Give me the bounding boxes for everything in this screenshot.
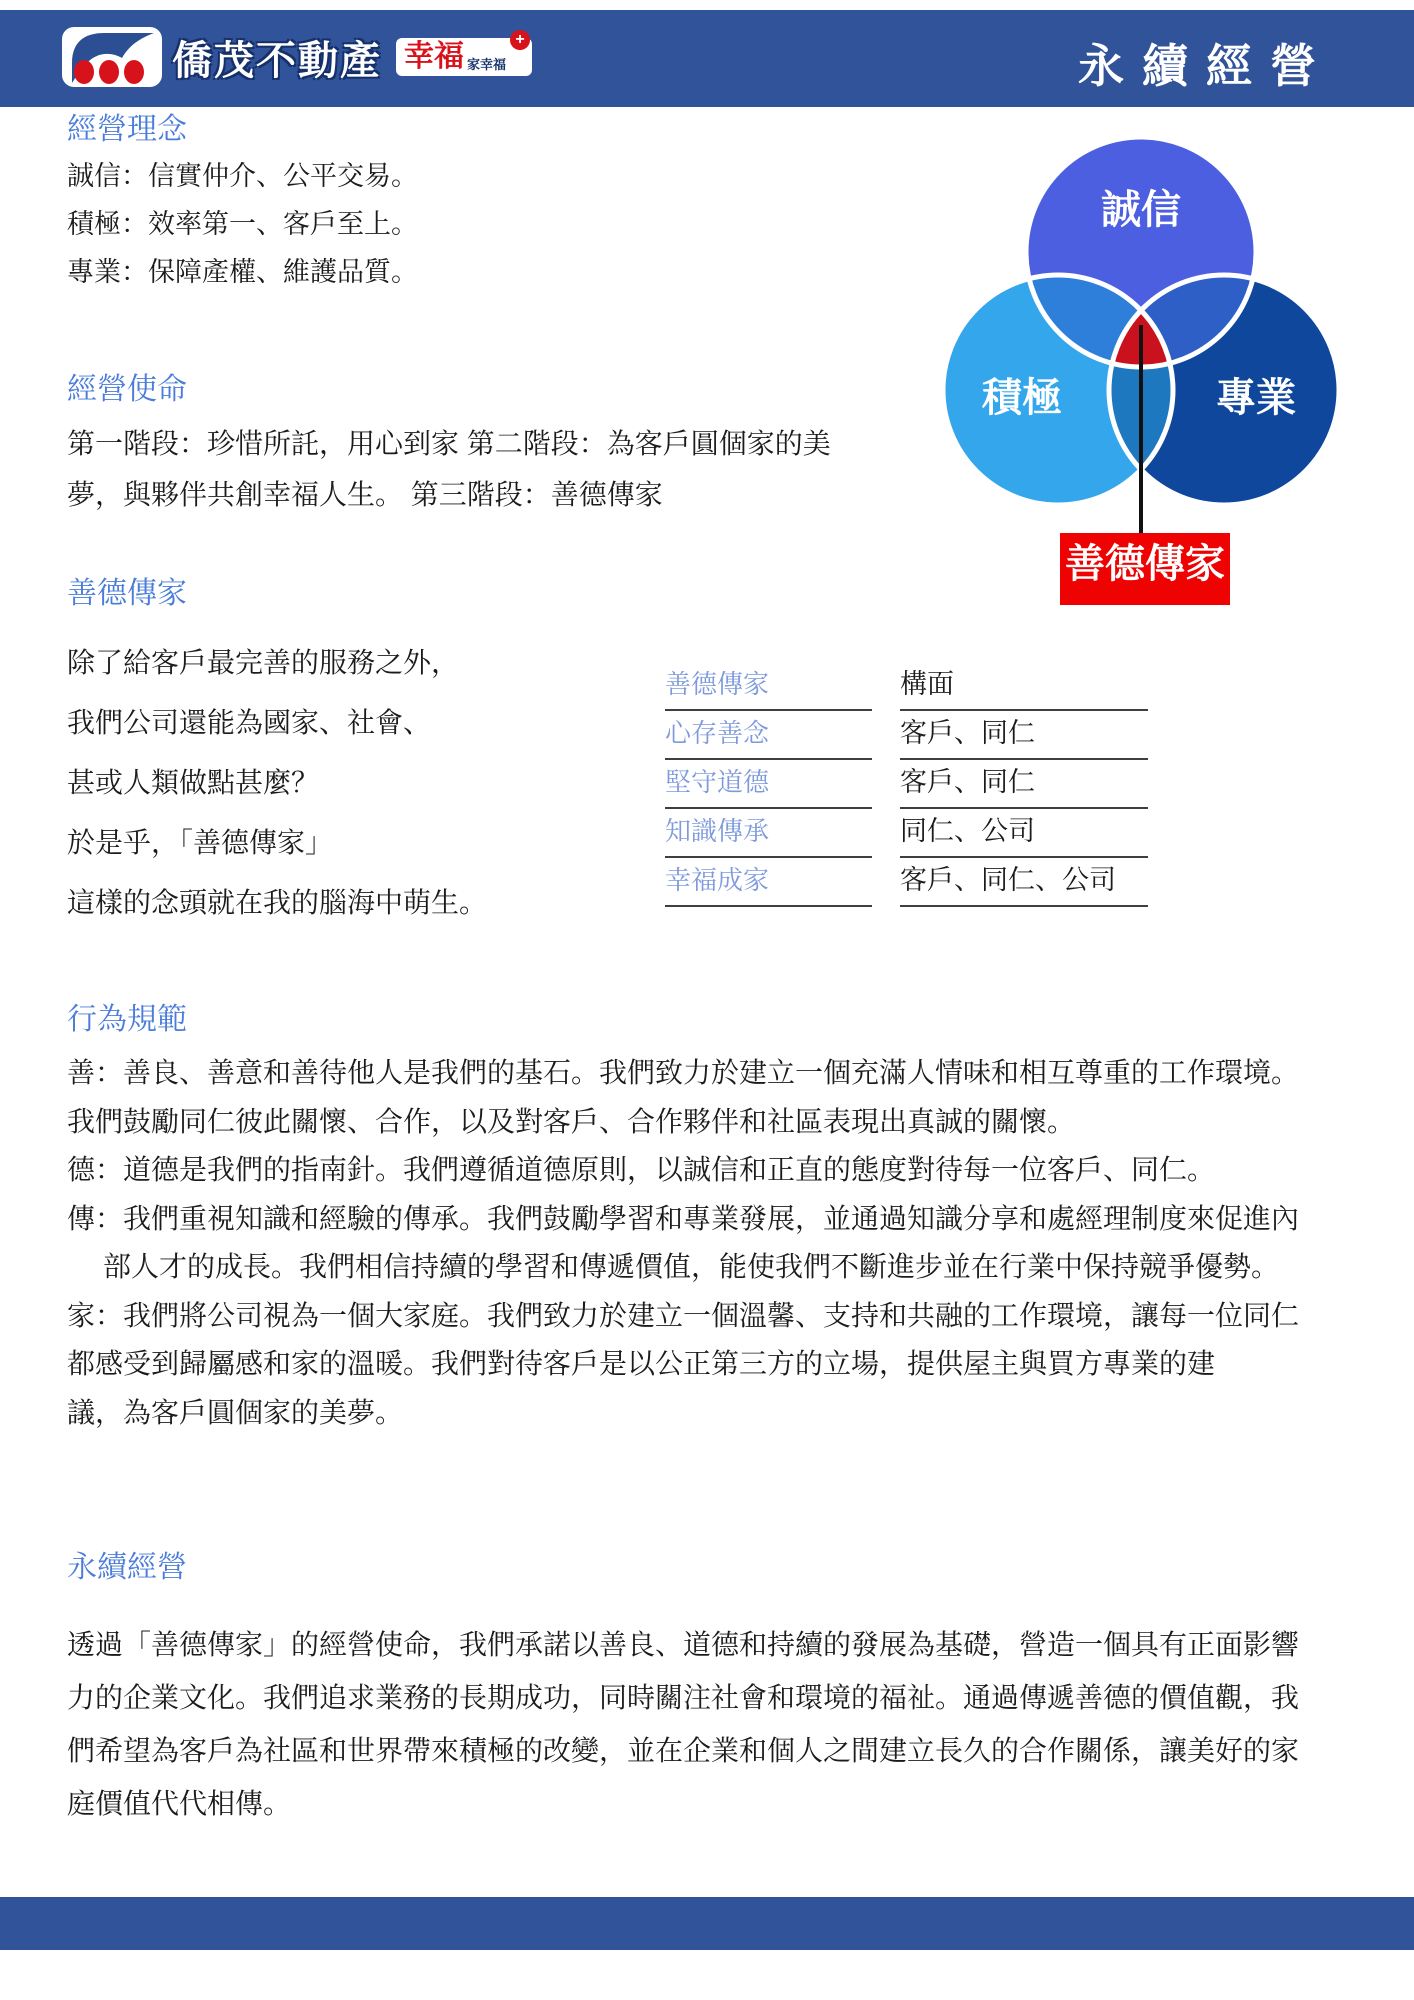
- logo: [62, 24, 532, 90]
- term-cell: 善德傳家: [665, 662, 872, 711]
- footer-bar: [0, 1897, 1414, 1950]
- body-line: 家：我們將公司視為一個大家庭。我們致力於建立一個溫馨、支持和共融的工作環境，讓每一位同仁: [67, 1299, 1300, 1331]
- body-line: 夢，與夥伴共創幸福人生。 第三階段：善德傳家: [67, 479, 663, 510]
- brand-name: 僑茂不動產: [172, 38, 382, 83]
- body-line: 議，為客戶圓個家的美夢。: [67, 1396, 404, 1428]
- philosophy-text: [67, 152, 418, 296]
- aspect-cell: 客戶、同仁、公司: [900, 858, 1148, 907]
- sustainability-text: [67, 1618, 1299, 1830]
- brand-dot-icon: [74, 60, 94, 84]
- body-line: 德：道德是我們的指南針。我們遵循道德原則，以誠信和正直的態度對待每一位客戶、同仁。: [67, 1154, 1216, 1185]
- conduct-text: [67, 1049, 1299, 1437]
- body-line: 除了給客戶最完善的服務之外，: [67, 647, 460, 678]
- body-line: 第一階段：珍惜所託，用心到家 第二階段：為客戶圓個家的美: [67, 428, 831, 459]
- legacy-table: [665, 662, 1148, 907]
- venn-callout-label: 善德傳家: [1065, 542, 1225, 586]
- logo-mark-icon: [62, 27, 162, 87]
- brand-dot-icon: [124, 60, 144, 84]
- venn-diagram: [920, 125, 1360, 615]
- body-line: 庭價值代代相傳。: [67, 1788, 292, 1819]
- venn-label-top: 誠信: [1101, 188, 1181, 232]
- body-line: 誠信：信實仲介、公平交易。: [67, 161, 418, 191]
- term-cell: 知識傳承: [665, 809, 872, 858]
- body-line: 們希望為客戶為社區和世界帶來積極的改變，並在企業和個人之間建立長久的合作關係，讓美好的家: [67, 1735, 1300, 1766]
- legacy-heading: 善德傳家: [67, 577, 187, 610]
- sustainability-heading: 永續經營: [67, 1551, 187, 1584]
- term-cell: 堅守道德: [665, 760, 872, 809]
- body-line: 這樣的念頭就在我的腦海中萌生。: [67, 887, 488, 918]
- term-cell: 心存善念: [665, 711, 872, 760]
- page-title: 永續經營: [1078, 40, 1334, 92]
- body-line: 我們公司還能為國家、社會、: [67, 707, 432, 738]
- aspect-cell: 客戶、同仁: [900, 760, 1148, 809]
- legacy-text: [67, 633, 487, 933]
- aspect-cell: 同仁、公司: [900, 809, 1148, 858]
- body-line: 我們鼓勵同仁彼此關懷、合作，以及對客戶、合作夥伴和社區表現出真誠的關懷。: [67, 1105, 1076, 1137]
- venn-label-right: 專業: [1216, 376, 1296, 420]
- brand-dot-icon: [99, 60, 119, 84]
- plus-icon: +: [510, 30, 530, 50]
- body-line: 傳：我們重視知識和經驗的傳承。我們鼓勵學習和專業發展，並通過知識分享和處經理制度來促進內: [67, 1202, 1300, 1234]
- venn-label-left: 積極: [982, 376, 1062, 420]
- body-line: 專業：保障產權、維護品質。: [67, 257, 418, 287]
- body-line: 甚或人類做點甚麼？: [67, 767, 320, 798]
- term-cell: 幸福成家: [665, 858, 872, 907]
- family-happiness-text: 家幸福: [467, 57, 507, 72]
- philosophy-heading: 經營理念: [67, 113, 187, 146]
- mission-text: [67, 418, 831, 520]
- aspect-cell: 構面: [900, 662, 1148, 711]
- body-line: 積極：效率第一、客戶至上。: [67, 209, 418, 239]
- body-line: 透過「善德傳家」的經營使命，我們承諾以善良、道德和持續的發展為基礎，營造一個具有正面影響: [67, 1629, 1300, 1660]
- table-row: [665, 809, 1148, 858]
- table-row: [665, 662, 1148, 711]
- mission-heading: 經營使命: [67, 373, 187, 406]
- table-row: [665, 858, 1148, 907]
- body-line: 部人才的成長。我們相信持續的學習和傳遞價值，能使我們不斷進步並在行業中保持競爭優勢。: [103, 1251, 1280, 1282]
- conduct-heading: 行為規範: [67, 1003, 187, 1036]
- aspect-cell: 客戶、同仁: [900, 711, 1148, 760]
- body-line: 善：善良、善意和善待他人是我們的基石。我們致力於建立一個充滿人情味和相互尊重的工作環境。: [67, 1057, 1300, 1088]
- body-line: 於是乎，「善德傳家」: [67, 827, 334, 858]
- happiness-badge: [396, 31, 532, 76]
- body-line: 都感受到歸屬感和家的溫暖。我們對待客戶是以公正第三方的立場，提供屋主與買方專業的建: [67, 1348, 1216, 1379]
- happiness-text: 幸福: [404, 40, 464, 73]
- table-row: [665, 760, 1148, 809]
- table-row: [665, 711, 1148, 760]
- body-line: 力的企業文化。我們追求業務的長期成功，同時關注社會和環境的福祉。通過傳遞善德的價值觀，我: [67, 1682, 1300, 1713]
